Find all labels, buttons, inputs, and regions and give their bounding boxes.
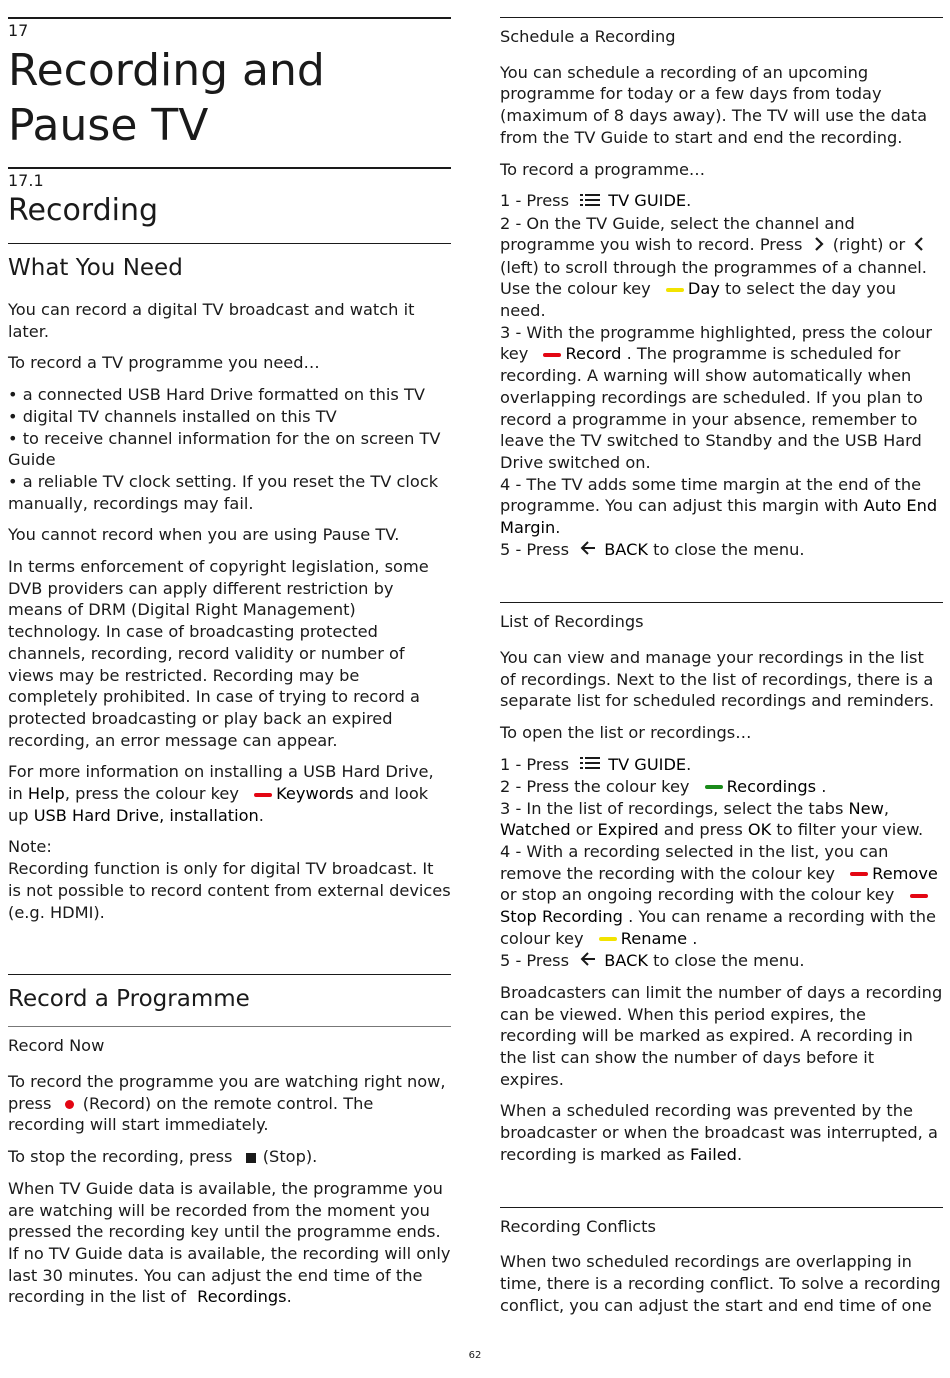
text: to close the menu. [648,950,805,970]
paragraph [8,1146,451,1168]
subsection-rule [500,602,943,603]
help-link[interactable]: Help [27,784,65,804]
what-you-need-heading: What You Need [8,255,183,281]
text: (Stop). [257,1147,318,1167]
text: to filter your view. [771,820,924,840]
recordings-link[interactable]: Recordings [197,1287,287,1307]
text: . The programme is scheduled for recording. A warning will show automatically when overlapping recordings are scheduled. If you plan to record a programme in your absence, remember to leave the TV switched to Standby and the USB Hard Drive switched on. [500,344,923,472]
text: . [258,805,264,825]
text: 3 - In the list of recordings, select the tabs [500,798,849,818]
step-item [500,213,943,322]
page-number: 62 [468,1350,482,1361]
text: or stop an ongoing recording with the colour key [500,885,900,905]
paragraph [8,761,451,826]
red-key-icon [543,353,561,357]
tab-expired: Expired [597,820,659,840]
tv-guide-icon [580,754,600,776]
section-title: Recording [8,193,159,228]
text: . [686,191,692,211]
text: 2 - On the TV Guide, select the channel and programme you wish to record. Press [500,213,855,255]
record-icon [65,1100,74,1109]
back-label: BACK [604,950,648,970]
back-arrow-icon [580,950,596,972]
back-label: BACK [604,539,648,559]
yellow-key-icon [666,288,684,292]
red-key-icon [910,894,928,898]
text: 1 - Press [500,191,575,211]
paragraph: To open the list or recordings… [500,722,752,742]
text: (left) to scroll through the programmes of a channel. Use the colour key [500,257,927,299]
tv-guide-label: TV GUIDE [608,754,687,774]
step-item [500,322,943,474]
paragraph: In terms enforcement of copyright legislation, some DVB providers can apply different restriction by means of DRM (Digital Right Management) technology. In case of broadcasting protected channels, recording, record validity or number of views may be restricted. Recording may be completely prohibited. In case of trying to record a protected broadcasting or play back an expired recording, an error message can appear. [8,557,429,750]
green-key-icon [705,785,723,789]
note-text: Recording function is only for digital TV broadcast. It is not possible to record content from external devices (e.g. HDMI). [8,859,451,922]
chevron-left-icon [914,235,924,257]
text: to select the day you need. [500,279,896,321]
text: or [570,820,598,840]
paragraph [500,1100,943,1165]
tab-watched: Watched [500,820,571,840]
usb-hard-drive-link[interactable]: USB Hard Drive, installation [33,805,259,825]
subsection-rule [500,17,943,18]
paragraph: You can record a digital TV broadcast and watch it later. [8,300,415,341]
tv-guide-label: TV GUIDE [608,191,687,211]
section-number: 17.1 [8,171,44,190]
text: 3 - With the programme highlighted, press the colour key [500,322,933,364]
step-item [500,798,943,841]
recordings-label: Recordings [726,776,817,796]
text: . You can rename a recording with the colour key [500,907,936,948]
right-column [500,0,943,1316]
text: 4 - The TV adds some time margin at the end of the programme. You can adjust this margin with [500,474,922,516]
text: , [883,798,889,818]
ok-label: OK [747,820,772,840]
text: to close the menu. [648,539,805,559]
paragraph: To record a TV programme you need… [8,353,320,373]
record-label: Record [565,344,622,364]
step-item [500,190,943,212]
text: . [816,776,827,796]
stop-icon [246,1153,256,1163]
text: For more information on installing a USB Hard Drive, in [8,762,434,804]
rename-label: Rename [620,928,688,948]
day-label: Day [687,279,720,299]
text: , press the colour key [64,784,245,804]
bullet-item: • a connected USB Hard Drive formatted on this TV [8,385,425,405]
auto-end-margin-label: Auto End Margin [500,496,938,538]
paragraph: You cannot record when you are using Pause TV. [8,525,400,545]
text: To record the programme you are watching right now, press [8,1071,446,1113]
list-of-recordings-heading: List of Recordings [500,612,644,632]
record-now-heading: Record Now [8,1036,105,1056]
chapter-rule [8,17,451,19]
schedule-heading: Schedule a Recording [500,27,676,46]
paragraph: You can schedule a recording of an upcoming programme for today or a few days from today (maximum of 8 days away). The TV will use the data from the TV Guide to start and end the recording. [500,62,928,147]
record-programme-heading: Record a Programme [8,986,250,1013]
text: 4 - With a recording selected in the list, you can remove the recording with the colour key [500,842,889,883]
paragraph: To record a programme… [500,159,706,179]
step-item [500,474,943,539]
back-arrow-icon [580,539,596,561]
section-rule [8,167,451,169]
bullet-item: • a reliable TV clock setting. If you reset the TV clock manually, recordings may fail. [8,471,439,513]
chapter-title-line2: Pause TV [8,100,209,151]
step-item [500,776,943,798]
text: . [286,1287,292,1307]
thin-rule [8,1026,451,1027]
step-item [500,950,943,972]
text: (Record) on the remote control. The recording will start immediately. [8,1093,374,1135]
paragraph: Broadcasters can limit the number of days a recording can be viewed. When this period expires, the recording will be marked as expired. A recording in the list can show the number of days before it expires. [500,982,943,1089]
left-column [8,0,451,1308]
stop-recording-label: Stop Recording [500,907,623,927]
note-label: Note: [8,837,52,857]
text: 2 - Press the colour key [500,776,695,796]
text: . [736,1144,743,1164]
chapter-number: 17 [8,21,29,40]
remove-label: Remove [872,863,938,883]
tab-new: New [848,798,884,818]
paragraph: You can view and manage your recordings in the list of recordings. Next to the list of recordings, there is a separate list for scheduled recordings and reminders. [500,647,935,711]
bullet-item: • to receive channel information for the on screen TV Guide [8,428,441,470]
text: When a scheduled recording was prevented by the broadcaster or when the broadcast was interrupted, a recording is marked as [500,1101,938,1164]
paragraph: When two scheduled recordings are overlapping in time, there is a recording conflict. To solve a recording conflict, you can adjust the start and end time of one [500,1252,941,1315]
step-item [500,754,943,776]
subsection-rule [8,243,451,244]
text: 5 - Press [500,950,575,970]
text: . [686,754,692,774]
yellow-key-icon [599,937,617,941]
text: and press [658,820,748,840]
keywords-label: Keywords [276,784,354,804]
text: . [687,928,698,948]
paragraph [8,1071,451,1136]
paragraph [8,1178,451,1308]
text: and look up [8,784,429,825]
subsection-rule [500,1207,943,1208]
step-item [500,841,943,950]
red-key-icon [254,793,272,797]
text: To stop the recording, press [8,1147,238,1167]
text: (right) or [827,235,911,255]
text: . [555,518,561,538]
recording-conflicts-heading: Recording Conflicts [500,1216,656,1236]
chapter-title [8,43,451,153]
bullet-item: • digital TV channels installed on this TV [8,406,337,426]
text: When TV Guide data is available, the programme you are watching will be recorded from the moment you pressed the recording key until the programme ends. If no TV Guide data is available, the recording will only last 30 minutes. You can adjust the end time of the recording in the list of [8,1178,451,1307]
chevron-right-icon [814,235,824,257]
red-key-icon [850,872,868,876]
text: 1 - Press [500,754,575,774]
subsection-rule [8,974,451,975]
text: 5 - Press [500,539,575,559]
failed-label: Failed [689,1144,737,1164]
chapter-title-line1: Recording and [8,45,325,96]
step-item [500,539,943,561]
tv-guide-icon [580,191,600,213]
